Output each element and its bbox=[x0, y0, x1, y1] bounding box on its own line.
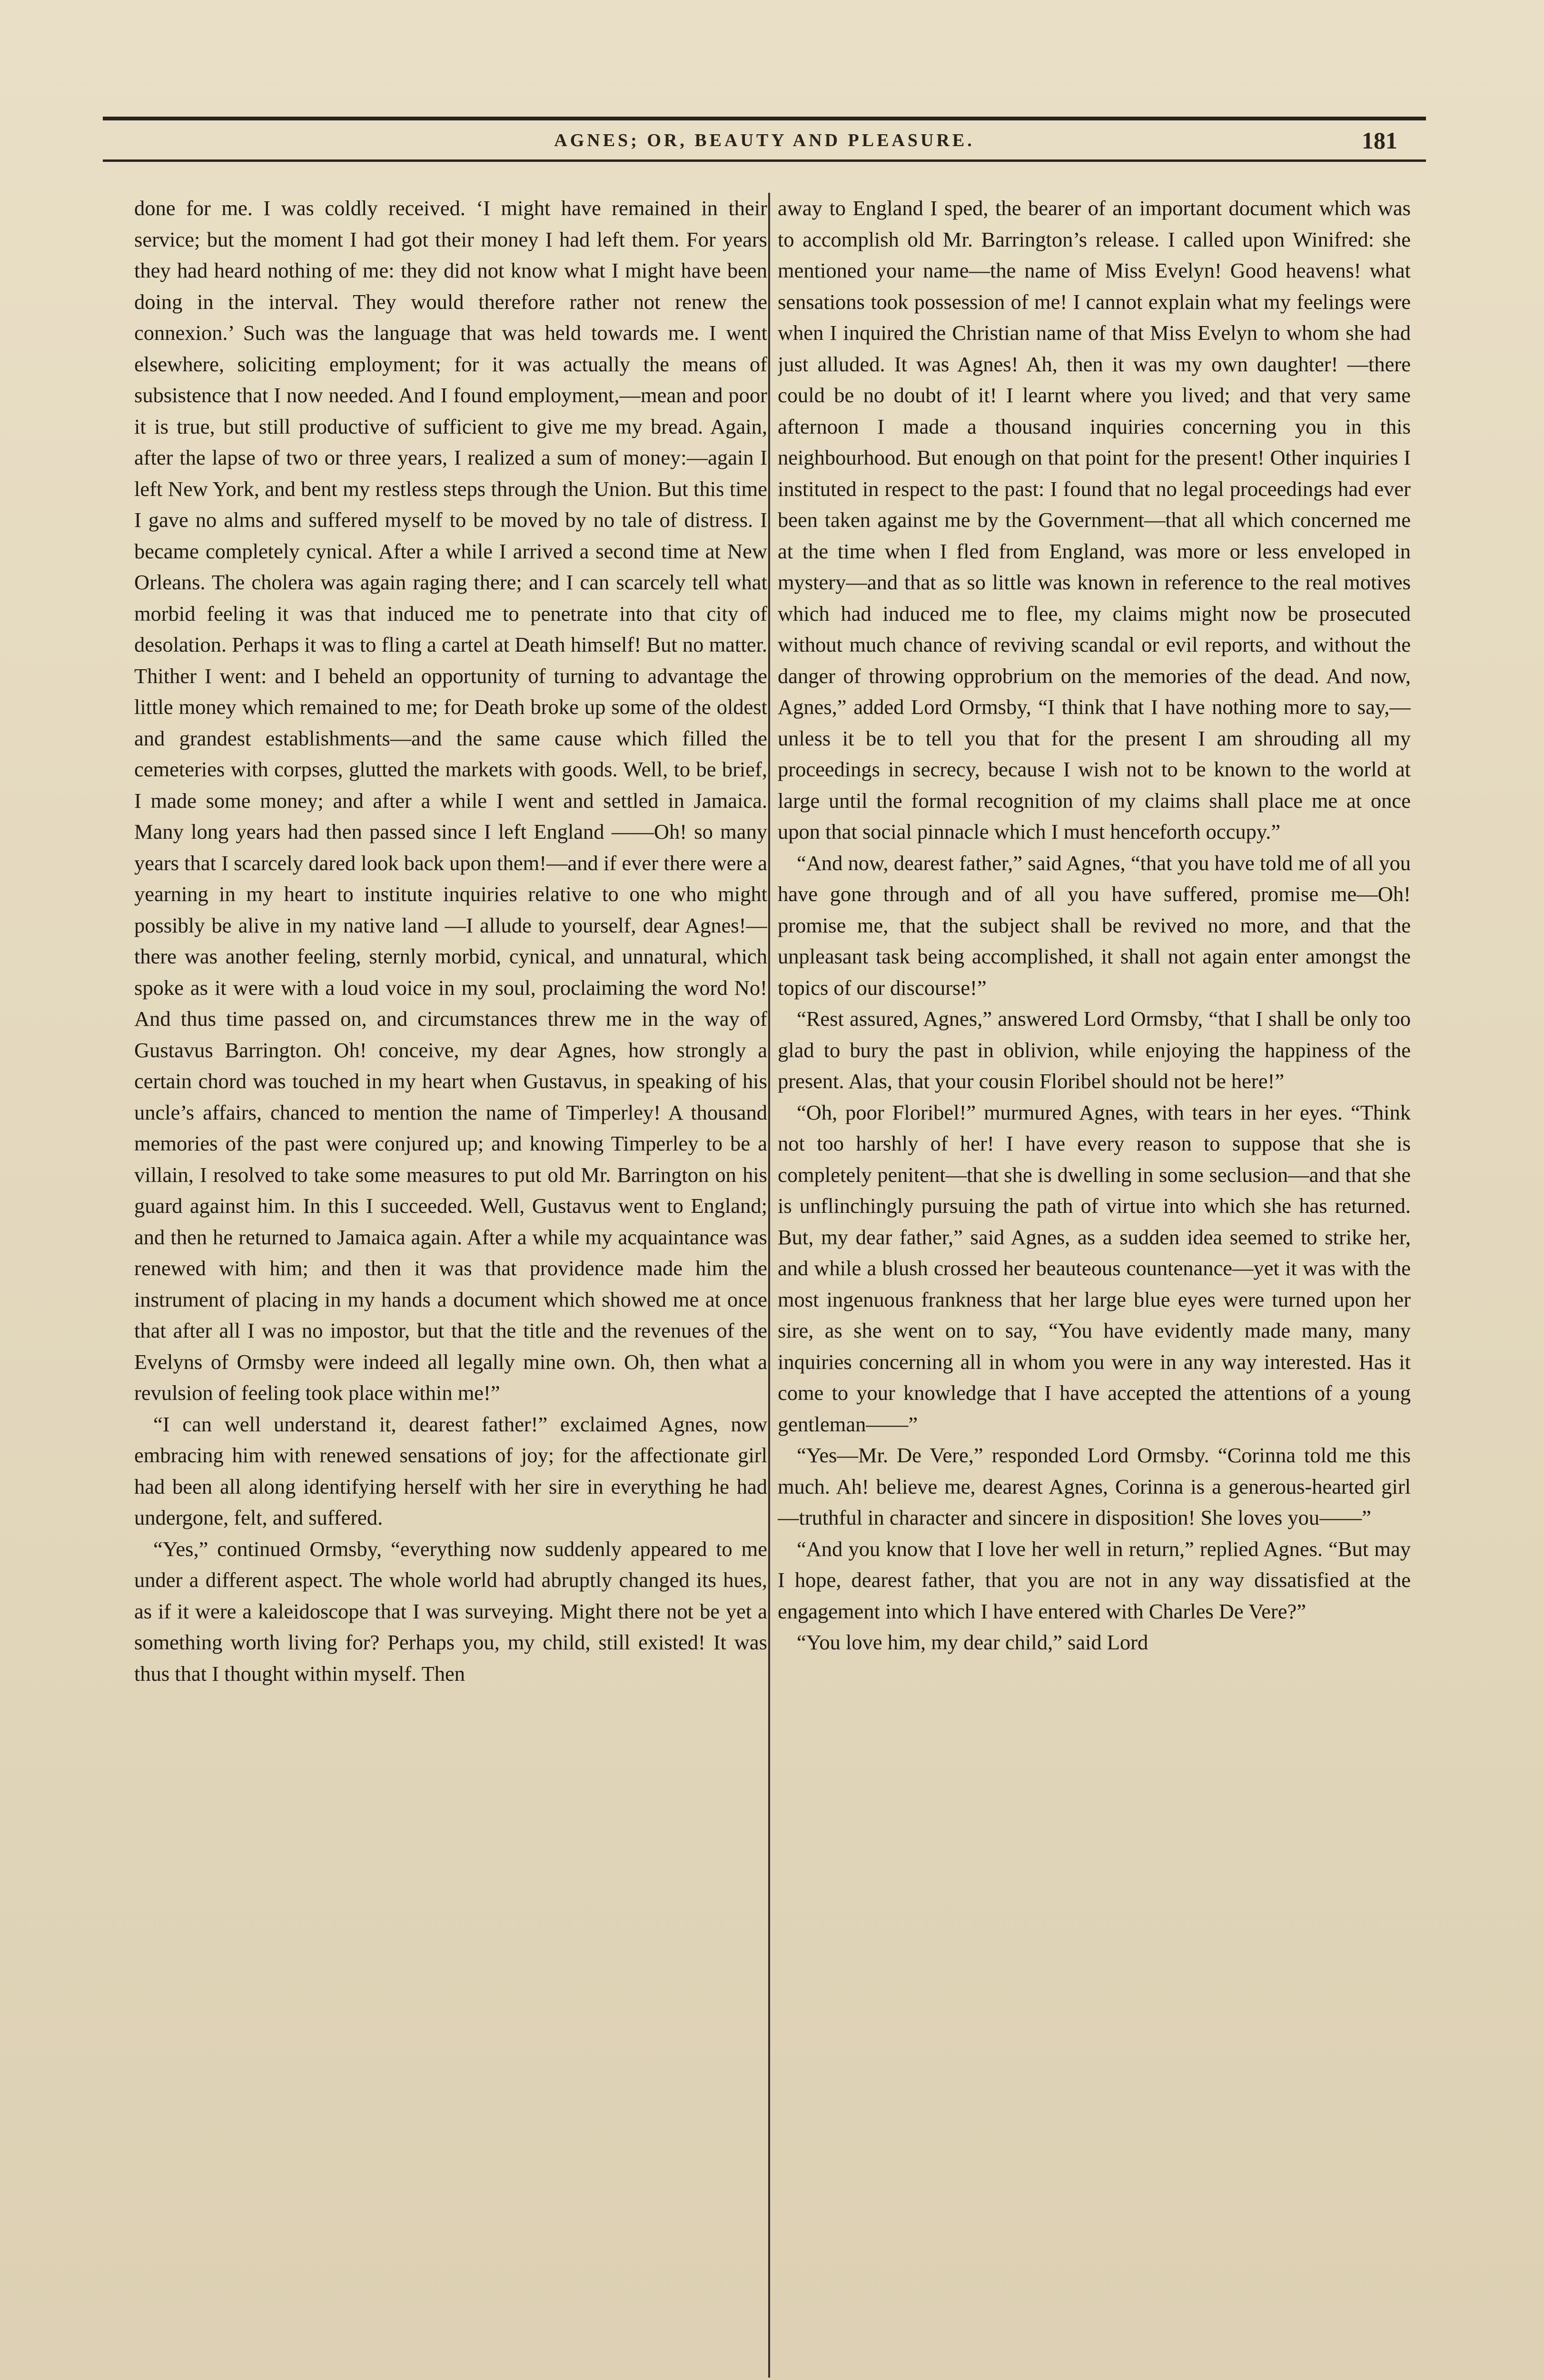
right-paragraph-3: “Rest assured, Agnes,” answered Lord Ormsby, “that I shall be only too glad to bury the past in oblivion, while enjoying the happiness of the present. Alas, that your cousin Floribel should not be here!” bbox=[778, 1007, 1411, 1093]
running-header-title: AGNES; OR, BEAUTY AND PLEASURE. bbox=[554, 130, 975, 150]
left-column bbox=[134, 193, 767, 2380]
left-paragraph-2: “I can well understand it, dearest father!” exclaimed Agnes, now embracing him with renewed sensations of joy; for the affectionate girl had been all along identifying herself with her sire in everything he had undergone, felt, and suffered. bbox=[134, 1412, 767, 1529]
left-paragraph-1: done for me. I was coldly received. ‘I might have remained in their service; but the moment I had got their money I had left them. For years they had heard nothing of me: they did not know what I might have been doing in the interval. They would therefore rather not renew the connexion.’ Such was the language that was held towards me. I went elsewhere, soliciting employment; for it was actually the means of subsistence that I now needed. And I found employment,—mean and poor it is true, but still productive of sufficient to give me my bread. Again, after the lapse of two or three years, I realized a sum of money:—again I left New York, and bent my restless steps through the Union. But this time I gave no alms and suffered myself to be moved by no tale of distress. I became completely cynical. After a while I arrived a second time at New Orleans. The cholera was again raging there; and I can scarcely tell what morbid feeling it was that induced me to penetrate into that city of desolation. Perhaps it was to fling a cartel at Death himself! But no matter. Thither I went: and I beheld an opportunity of turning to advantage the little money which remained to me; for Death broke up some of the oldest and grandest establishments—and the same cause which filled the cemeteries with corpses, glutted the markets with goods. Well, to be brief, I made some money; and after a while I went and settled in Jamaica. Many long years had then passed since I left England ——Oh! so many years that I scarcely dared look back upon them!—and if ever there were a yearning in my heart to institute inquiries relative to one who might possibly be alive in my native land —I allude to yourself, dear Agnes!—there was another feeling, sternly morbid, cynical, and unnatural, which spoke as it were with a loud voice in my soul, proclaiming the word No! And thus time passed on, and circumstances threw me in the way of Gustavus Barrington. Oh! conceive, my dear Agnes, how strongly a certain chord was touched in my heart when Gustavus, in speaking of his uncle’s affairs, chanced to mention the name of Timperley! A thousand memories of the past were conjured up; and knowing Timperley to be a villain, I resolved to take some measures to put old Mr. Barrington on his guard against him. In this I succeeded. Well, Gustavus went to England; and then he returned to Jamaica again. After a while my acquaintance was renewed with him; and then it was that providence made him the instrument of placing in my hands a document which showed me at once that after all I was no impostor, but that the title and the revenues of the Evelyns of Ormsby were indeed all legally mine own. Oh, then what a revulsion of feeling took place within me!” bbox=[134, 196, 767, 1405]
right-paragraph-4: “Oh, poor Floribel!” murmured Agnes, with tears in her eyes. “Think not too harshly of her! I have every reason to suppose that she is completely penitent—that she is dwelling in some seclusion—and that she is unflinchingly pursuing the path of virtue into which she has returned. But, my dear father,” said Agnes, as a sudden idea seemed to strike her, and while a blush crossed her beauteous countenance—yet it was with the most ingenuous frankness that her large blue eyes were turned upon her sire, as she went on to say, “You have evidently made many, many inquiries concerning all in whom you were in any way interested. Has it come to your knowledge that I have accepted the attentions of a young gentleman——” bbox=[778, 1100, 1411, 1436]
right-paragraph-2: “And now, dearest father,” said Agnes, “that you have told me of all you have gone through and of all you have suffered, promise me—Oh! promise me, that the subject shall be revived no more, and that the unpleasant task being accomplished, it shall not again enter amongst the topics of our discourse!” bbox=[778, 851, 1411, 1000]
right-column bbox=[778, 193, 1411, 2380]
left-paragraph-3: “Yes,” continued Ormsby, “everything now suddenly appeared to me under a different aspect. The whole world had abruptly changed its hues, as if it were a kaleidoscope that I was surveying. Might there not be yet a something worth living for? Perhaps you, my child, still existed! It was thus that I thought within myself. Then bbox=[134, 1537, 767, 1686]
page-frame bbox=[103, 117, 1426, 2380]
right-paragraph-7: “You love him, my dear child,” said Lord bbox=[797, 1630, 1148, 1654]
page-number: 181 bbox=[1362, 127, 1397, 154]
right-paragraph-1: away to England I sped, the bearer of an important document which was to accomplish old Mr. Barrington’s release. I called upon Winifred: she mentioned your name—the name of Miss Evelyn! Good heavens! what sensations took possession of me! I cannot explain what my feelings were when I inquired the Christian name of that Miss Evelyn to whom she had just alluded. It was Agnes! Ah, then it was my own daughter! —there could be no doubt of it! I learnt where you lived; and that very same afternoon I made a thousand inquiries concerning you in this neighbourhood. But enough on that point for the present! Other inquiries I instituted in respect to the past: I found that no legal proceedings had ever been taken against me by the Government—that all which concerned me at the time when I fled from England, was more or less enveloped in mystery—and that as so little was known in reference to the real motives which had induced me to flee, my claims might now be prosecuted without much chance of reviving scandal or evil reports, and without the danger of throwing opprobrium on the memories of the dead. And now, Agnes,” added Lord Ormsby, “I think that I have nothing more to say,—unless it be to tell you that for the present I am shrouding all my proceedings in secrecy, because I wish not to be known to the world at large until the formal recognition of my claims shall place me at once upon that social pinnacle which I must henceforth occupy.” bbox=[778, 196, 1411, 843]
right-paragraph-5: “Yes—Mr. De Vere,” responded Lord Ormsby. “Corinna told me this much. Ah! believe me, dearest Agnes, Corinna is a generous-hearted girl —truthful in character and sincere in disposition! She loves you——” bbox=[778, 1443, 1411, 1529]
column-divider bbox=[768, 193, 770, 2378]
right-paragraph-6: “And you know that I love her well in return,” replied Agnes. “But may I hope, dearest father, that you are not in any way dissatisfied at the engagement into which I have entered with Charles De Vere?” bbox=[778, 1537, 1411, 1623]
header-rule bbox=[103, 159, 1426, 162]
top-rule bbox=[103, 117, 1426, 120]
